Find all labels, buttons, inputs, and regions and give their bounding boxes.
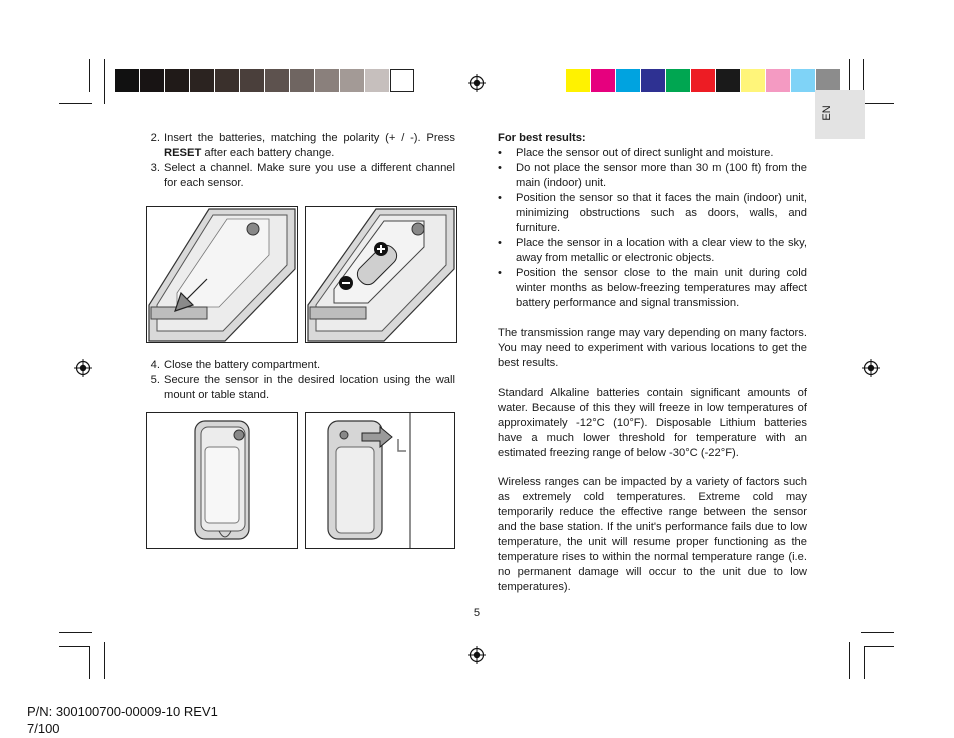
language-tab-label: EN xyxy=(821,105,833,121)
color-swatch xyxy=(691,69,715,92)
illustration-wall-mount xyxy=(146,412,298,549)
color-swatch xyxy=(741,69,765,92)
color-swatch xyxy=(616,69,640,92)
paragraph-batteries: Standard Alkaline batteries contain significant amounts of water. Because of this they will freeze in low temperatures of approximately -12°C (10°F). Disposable Lithium batteries have a much lower threshold for temperature with an estimated freezing range of below -30°C (-22°F). xyxy=(498,387,807,459)
battery-minus-icon xyxy=(339,276,353,290)
step-text: Insert the batteries, matching the polarity (+ / -). Press xyxy=(164,132,455,144)
best-results-text: Position the sensor close to the main unit during cold winter months as below-freezing temperatures may affect battery performance and signal transmission. xyxy=(516,267,807,309)
illustration-battery-polarity xyxy=(305,206,457,343)
registration-mark-icon xyxy=(74,359,92,377)
best-results-item xyxy=(498,266,807,311)
illustration-table-stand xyxy=(305,412,455,549)
color-swatch xyxy=(315,69,339,92)
step-number: 3. xyxy=(150,162,160,174)
color-swatch xyxy=(165,69,189,92)
paragraph-wireless: Wireless ranges can be impacted by a variety of factors such as extremely cold temperatures. Extreme cold may temporarily reduce the effective range between the sensor and the base station. If the unit's performance fails due to low temperature, the unit will resume proper functioning as the temperature rises to within the normal temperature range (i.e. no permanent damage will occur to the unit due to low temperatures). xyxy=(498,476,807,593)
best-results-list xyxy=(498,146,807,311)
step-number: 5. xyxy=(150,374,160,386)
bullet-icon: • xyxy=(498,147,502,159)
step-5 xyxy=(146,373,455,403)
illustration-open-battery-door xyxy=(146,206,298,343)
best-results-section xyxy=(498,131,807,311)
color-swatch xyxy=(290,69,314,92)
step-text: after each battery change. xyxy=(201,147,335,159)
step-4 xyxy=(146,358,455,373)
registration-mark-icon xyxy=(862,359,880,377)
color-swatch xyxy=(566,69,590,92)
best-results-item xyxy=(498,161,807,191)
color-swatch xyxy=(716,69,740,92)
best-results-item xyxy=(498,191,807,236)
page-number: 5 xyxy=(473,607,481,619)
color-swatch xyxy=(140,69,164,92)
color-swatch xyxy=(591,69,615,92)
language-tab xyxy=(815,90,865,139)
color-swatch xyxy=(641,69,665,92)
best-results-text: Do not place the sensor more than 30 m (100 ft) from the main (indoor) unit. xyxy=(516,162,807,189)
step-text: Close the battery compartment. xyxy=(164,359,321,371)
color-swatch xyxy=(115,69,139,92)
color-swatch xyxy=(390,69,414,92)
step-number: 4. xyxy=(150,359,160,371)
registration-mark-icon xyxy=(468,646,486,664)
bullet-icon: • xyxy=(498,267,502,279)
color-swatch xyxy=(215,69,239,92)
sheet-count: 7/100 xyxy=(27,721,60,736)
best-results-text: Place the sensor in a location with a clear view to the sky, away from metallic or electronic objects. xyxy=(516,237,807,264)
step-text: Select a channel. Make sure you use a different channel for each sensor. xyxy=(164,162,455,189)
color-swatch xyxy=(365,69,389,92)
bullet-icon: • xyxy=(498,162,502,174)
step-2 xyxy=(146,131,455,161)
bullet-icon: • xyxy=(498,237,502,249)
best-results-text: Place the sensor out of direct sunlight and moisture. xyxy=(516,147,774,159)
color-swatch xyxy=(190,69,214,92)
color-swatch xyxy=(791,69,815,92)
best-results-item xyxy=(498,146,807,161)
color-swatch xyxy=(666,69,690,92)
color-swatch xyxy=(766,69,790,92)
best-results-heading: For best results: xyxy=(498,132,586,144)
best-results-text: Position the sensor so that it faces the main (indoor) unit, minimizing obstructions such as doors, walls, and furniture. xyxy=(516,192,807,234)
color-swatch xyxy=(240,69,264,92)
step-number: 2. xyxy=(150,132,160,144)
bullet-icon: • xyxy=(498,192,502,204)
part-number: P/N: 300100700-00009-10 REV1 xyxy=(27,704,218,719)
registration-mark-icon xyxy=(468,74,486,92)
paragraph-transmission: The transmission range may vary depending on many factors. You may need to experiment with various locations to get the best results. xyxy=(498,327,807,369)
color-swatch xyxy=(265,69,289,92)
battery-plus-icon xyxy=(374,242,388,256)
best-results-item xyxy=(498,236,807,266)
step-text: Secure the sensor in the desired location using the wall mount or table stand. xyxy=(164,374,455,401)
step-3 xyxy=(146,161,455,191)
reset-label: RESET xyxy=(164,147,202,159)
color-swatch xyxy=(340,69,364,92)
color-swatch xyxy=(816,69,840,92)
